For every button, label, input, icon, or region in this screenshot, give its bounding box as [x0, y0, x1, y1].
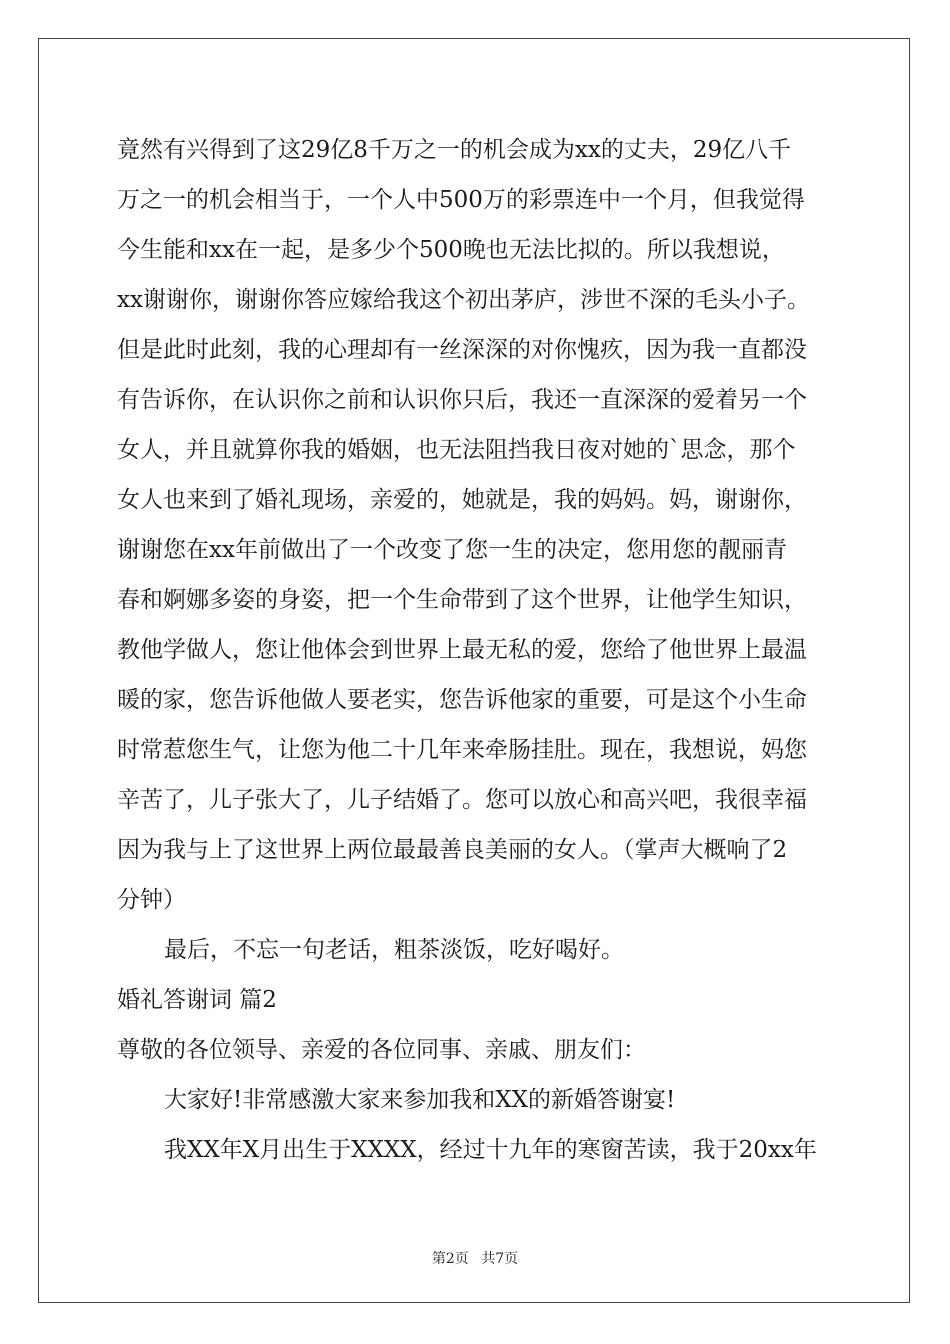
text-line: 女人，并且就算你我的婚姻，也无法阻挡我日夜对她的`思念，那个 [117, 437, 796, 463]
text-line: xx谢谢你，谢谢你答应嫁给我这个初出茅庐，涉世不深的毛头小子。 [117, 287, 810, 313]
text-line: 竟然有兴得到了这29亿8千万之一的机会成为xx的丈夫，29亿八千 [117, 137, 792, 163]
text-line: 我XX年X月出生于XXXX，经过十九年的寒窗苦读，我于20xx年 [164, 1137, 817, 1163]
section-heading: 婚礼答谢词 篇2 [117, 987, 277, 1013]
text-line: 有告诉你，在认识你之前和认识你只后，我还一直深深的爱着另一个 [117, 387, 807, 413]
page-total: 共7页 [481, 1251, 519, 1267]
text-line: 分钟） [117, 887, 186, 913]
text-line: 但是此时此刻，我的心理却有一丝深深的对你愧疚，因为我一直都没 [117, 337, 807, 363]
text-line: 万之一的机会相当于，一个人中500万的彩票连中一个月，但我觉得 [117, 187, 805, 213]
text-line: 暖的家，您告诉他做人要老实，您告诉他家的重要，可是这个小生命 [117, 687, 807, 713]
text-line: 辛苦了，儿子张大了，儿子结婚了。您可以放心和高兴吧，我很幸福 [117, 787, 807, 813]
page-number: 第2页 [431, 1251, 469, 1267]
salutation: 尊敬的各位领导、亲爱的各位同事、亲戚、朋友们： [117, 1037, 646, 1063]
text-line: 教他学做人，您让他体会到世界上最无私的爱，您给了他世界上最温 [117, 637, 807, 663]
text-line: 最后，不忘一句老话，粗茶淡饭，吃好喝好。 [164, 937, 624, 963]
text-line: 时常惹您生气，让您为他二十几年来牵肠挂肚。现在，我想说，妈您 [117, 737, 807, 763]
document-body [117, 135, 835, 1185]
text-line: 春和婀娜多姿的身姿，把一个生命带到了这个世界，让他学生知识， [117, 587, 807, 613]
text-line: 大家好!非常感激大家来参加我和XX的新婚答谢宴! [164, 1087, 676, 1113]
text-line: 谢谢您在xx年前做出了一个改变了您一生的决定，您用您的靓丽青 [117, 537, 787, 563]
page-footer [0, 1248, 950, 1268]
text-line: 女人也来到了婚礼现场，亲爱的，她就是，我的妈妈。妈，谢谢你， [117, 487, 807, 513]
text-line: 今生能和xx在一起，是多少个500晚也无法比拟的。所以我想说， [117, 237, 785, 263]
text-line: 因为我与上了这世界上两位最最善良美丽的女人。（掌声大概响了2 [117, 837, 788, 863]
